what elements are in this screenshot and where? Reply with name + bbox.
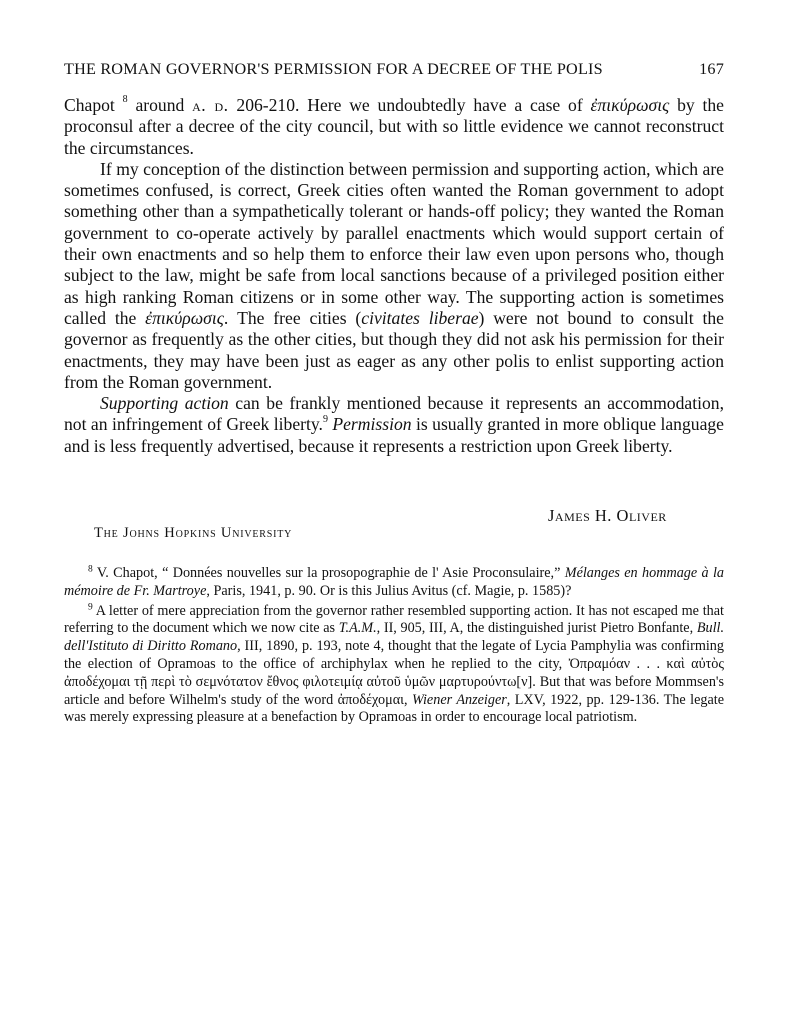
p2-text-1: If my conception of the distinction between permission and supporting action, which are sometimes confused, is correct, Greek cities often wanted the Roman government to adopt something other than a sympathetically tolerant or hands-off policy; they wanted the Roman government to co-operate actively by parallel enactments which would support certain of their own enactments and so help them to enforce their law even upon persons who, though subject to the law, might be safe from local sanctions because of a privileged position either as high ranking Roman citizens or in some other way. The supporting action is sometimes called the bbox=[64, 158, 724, 328]
p1-text-4: by the proconsul after a decree of the city council, but with so little evidence we cannot reconstruct the circumstances. bbox=[64, 95, 724, 158]
p1-text-3: 206-210. Here we undoubtedly have a case of bbox=[236, 95, 583, 115]
fn9-greek-quote: Ὀπραμόαν . . . καὶ αὐτὸς ἀποδέχομαι τῇ περὶ τὸ σεμνότατον ἔθνος φιλοτειμίᾳ αὐτοῦ ὑμῶν μαρτυρούντω[ν] bbox=[64, 655, 725, 690]
p3-italic-2: Permission bbox=[332, 414, 412, 435]
footnote-ref-9[interactable]: 9 bbox=[322, 413, 328, 425]
author-signature: James H. Oliver bbox=[548, 506, 667, 525]
p2-text-3: ) were not bound to consult the governor as frequently as the other cities, but though they did not ask his permission for their enactments, they may have been just as eager as any other polis to enlist supporting action from the Roman government. bbox=[64, 307, 724, 392]
fn9-citation-2: Bull. dell'Istituto di Diritto Romano bbox=[64, 620, 725, 655]
footnote-9-mark: 9 bbox=[88, 601, 93, 612]
page-number: 167 bbox=[699, 60, 724, 78]
fn9-text-4: . But that was before Mommsen's article and before Wilhelm's study of the word bbox=[64, 673, 724, 708]
p3-text-2: is usually granted in more oblique language and is less frequently advertised, because it represents a restriction upon Greek liberty. bbox=[64, 414, 724, 456]
footnote-ref-8[interactable]: 8 bbox=[122, 94, 128, 106]
fn9-text-1: A letter of mere appreciation from the governor rather resembled supporting action. It has not escaped me that referring to the document which we now cite as bbox=[64, 602, 724, 637]
fn8-title: Mélanges en hommage à la mémoire de Fr. Martroye bbox=[64, 565, 725, 599]
body-text bbox=[64, 95, 724, 457]
running-head bbox=[64, 60, 724, 79]
fn9-text-3: , III, 1890, p. 193, note 4, thought that the legate of Lycia Pamphylia was confirming the election of Opramoas to the office of archiphylax when he replied to the city, bbox=[64, 638, 724, 672]
fn8-text-2: , Paris, 1941, p. 90. Or is this Julius Avitus (cf. Magie, p. 1585)? bbox=[206, 582, 572, 599]
footnote-9 bbox=[64, 603, 724, 728]
footnotes bbox=[64, 565, 724, 727]
fn9-text-5: , bbox=[403, 691, 408, 708]
p1-greek-term: ἐπικύρωσις bbox=[590, 95, 670, 115]
running-title: THE ROMAN GOVERNOR'S PERMISSION FOR A DECREE OF THE POLIS bbox=[64, 60, 603, 78]
p1-text-2: around bbox=[135, 95, 185, 115]
footnote-8-mark: 8 bbox=[88, 564, 93, 575]
fn9-text-2: , II, 905, III, A, the distinguished jurist Pietro Bonfante, bbox=[376, 620, 694, 637]
author-affiliation: The Johns Hopkins University bbox=[94, 525, 293, 541]
fn9-text-6: , LXV, 1922, pp. 129-136. The legate was merely expressing pleasure at a benefaction by Opramoas in order to encourage local patriotism. bbox=[64, 691, 725, 726]
fn9-citation-3: Wiener Anzeiger bbox=[411, 691, 507, 708]
paragraph-3 bbox=[64, 393, 724, 457]
p3-text-1: can be frankly mentioned because it represents an accommodation, not an infringement of Greek liberty. bbox=[64, 393, 724, 435]
paragraph-1 bbox=[64, 95, 724, 159]
footnote-8 bbox=[64, 565, 724, 601]
paragraph-2 bbox=[64, 159, 724, 393]
p1-date-abbrev: a. d. bbox=[192, 95, 229, 115]
p2-text-2: . The free cities ( bbox=[223, 307, 362, 328]
p2-latin-term: civitates liberae bbox=[361, 307, 479, 328]
fn8-text-1: V. Chapot, “ Données nouvelles sur la prosopographie de l' Asie Proconsulaire,” bbox=[96, 565, 561, 581]
p1-text-1: Chapot bbox=[64, 95, 115, 115]
fn9-citation-1: T.A.M. bbox=[338, 620, 377, 637]
p2-greek-term: ἐπικύρωσις bbox=[145, 307, 224, 328]
p3-italic-1: Supporting action bbox=[100, 393, 229, 414]
fn9-greek-word: ἀποδέχομαι bbox=[337, 691, 404, 708]
